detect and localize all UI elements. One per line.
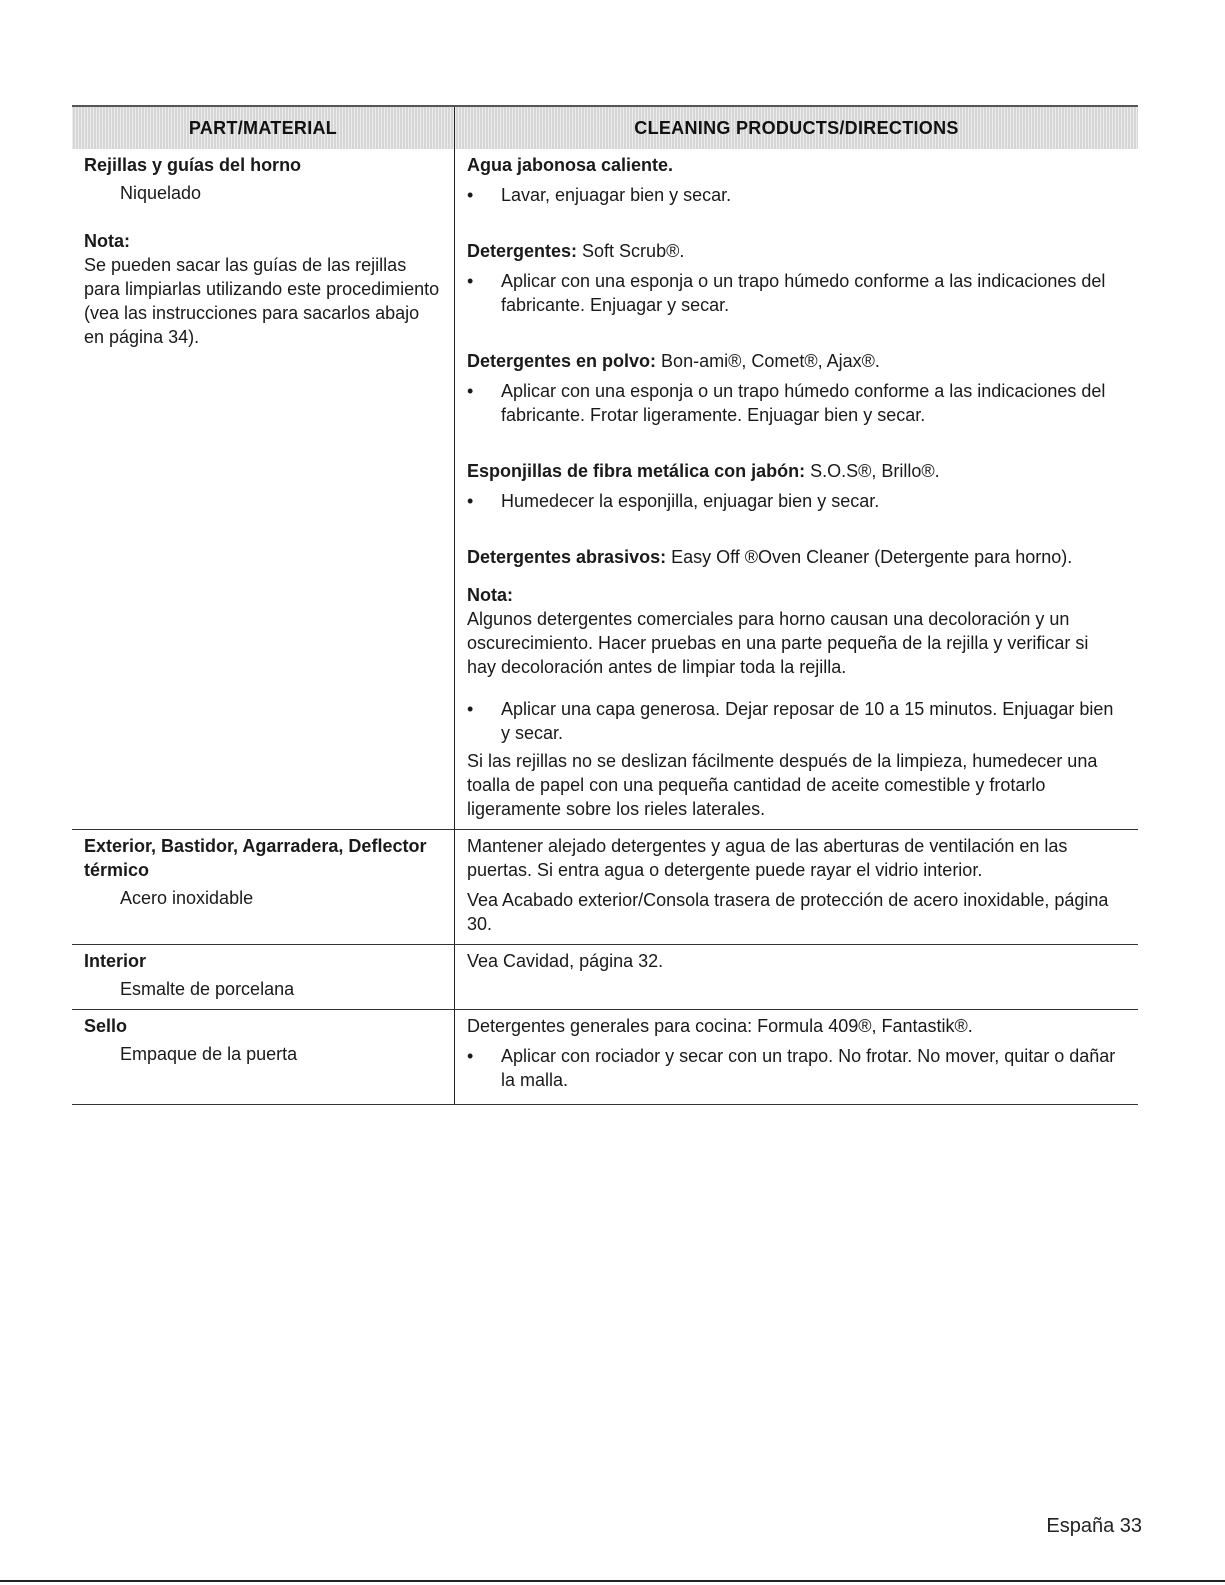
bullet-text: Aplicar con rociador y secar con un trapo. No frotar. No mover, quitar o dañar la malla. — [501, 1046, 1116, 1090]
direction-text: Vea Cavidad, página 32. — [467, 951, 664, 971]
bullet-icon: • — [467, 185, 474, 205]
table-row — [72, 1010, 1138, 1105]
bullet-text: Aplicar con una esponja o un trapo húmedo conforme a las indicaciones del fabricante. Enjuagar y secar. — [501, 271, 1106, 315]
note-label: Nota: — [84, 231, 130, 251]
section-heading: Agua jabonosa caliente. — [467, 155, 674, 175]
part-cell — [72, 1010, 454, 1104]
bullet-text: Humedecer la esponjilla, enjuagar bien y secar. — [501, 491, 880, 511]
direction-text: Vea Acabado exterior/Consola trasera de protección de acero inoxidable, página 30. — [467, 890, 1109, 934]
part-cell — [72, 830, 454, 944]
part-cell — [72, 149, 454, 829]
list-item — [467, 1044, 1122, 1092]
section-heading — [467, 349, 1122, 373]
bullet-icon: • — [467, 1046, 474, 1066]
bullet-icon: • — [467, 381, 474, 401]
closing-text: Si las rejillas no se deslizan fácilmente después de la limpieza, humedecer una toalla de papel con una pequeña cantidad de aceite comestible y frotarlo ligeramente sobre los rieles laterales. — [467, 751, 1098, 819]
table-row — [72, 830, 1138, 945]
bullet-icon: • — [467, 491, 474, 511]
table-row — [72, 945, 1138, 1010]
section-heading — [467, 459, 1122, 483]
section-label: Detergentes: — [467, 241, 578, 261]
section-products: Easy Off ®Oven Cleaner (Detergente para horno). — [666, 547, 1073, 567]
section-label: Esponjillas de fibra metálica con jabón: — [467, 461, 806, 481]
section-products: Bon-ami®, Comet®, Ajax®. — [656, 351, 880, 371]
bullet-icon: • — [467, 271, 474, 291]
material-label: Acero inoxidable — [120, 888, 254, 908]
section-label: Detergentes en polvo: — [467, 351, 657, 371]
material-label: Esmalte de porcelana — [120, 979, 295, 999]
directions-cell — [454, 1010, 1138, 1104]
table-header — [72, 105, 1138, 149]
bullet-icon: • — [467, 699, 474, 719]
direction-text: Detergentes generales para cocina: Formula 409®, Fantastik®. — [467, 1016, 973, 1036]
part-cell — [72, 945, 454, 1009]
note-text: Algunos detergentes comerciales para horno causan una decoloración y un oscurecimiento. Hacer pruebas en una parte pequeña de la rejilla y verificar si hay decoloración antes de limpiar toda la rejilla. — [467, 609, 1089, 677]
part-title: Sello — [84, 1016, 128, 1036]
list-item — [467, 269, 1122, 317]
directions-cell — [454, 830, 1138, 944]
section-heading — [467, 545, 1122, 569]
bullet-text: Aplicar una capa generosa. Dejar reposar de 10 a 15 minutos. Enjuagar bien y secar. — [501, 699, 1114, 743]
section-heading — [467, 239, 1122, 263]
list-item — [467, 697, 1122, 745]
page-number: España 33 — [1046, 1515, 1142, 1537]
list-item — [467, 379, 1122, 427]
part-title: Interior — [84, 951, 147, 971]
part-title: Rejillas y guías del horno — [84, 155, 302, 175]
cleaning-table — [72, 105, 1138, 1105]
bullet-text: Lavar, enjuagar bien y secar. — [501, 185, 732, 205]
bottom-rule — [0, 1580, 1225, 1582]
list-item — [467, 183, 1122, 207]
table-row — [72, 149, 1138, 830]
direction-text: Mantener alejado detergentes y agua de las aberturas de ventilación en las puertas. Si entra agua o detergente puede rayar el vidrio interior. — [467, 836, 1068, 880]
material-label: Niquelado — [120, 183, 202, 203]
directions-cell — [454, 945, 1138, 1009]
note-label: Nota: — [467, 585, 513, 605]
note-text: Se pueden sacar las guías de las rejillas para limpiarlas utilizando este procedimiento (vea las instrucciones para sacarlos abajo en página 34). — [84, 255, 440, 347]
part-title: Exterior, Bastidor, Agarradera, Deflector térmico — [84, 836, 427, 880]
section-label: Detergentes abrasivos: — [467, 547, 667, 567]
header-cleaning-products: CLEANING PRODUCTS/DIRECTIONS — [454, 107, 1138, 149]
bullet-text: Aplicar con una esponja o un trapo húmedo conforme a las indicaciones del fabricante. Frotar ligeramente. Enjuagar bien y secar. — [501, 381, 1106, 425]
material-label: Empaque de la puerta — [120, 1044, 298, 1064]
list-item — [467, 489, 1122, 513]
directions-cell — [454, 149, 1138, 829]
header-part-material: PART/MATERIAL — [72, 107, 454, 149]
section-products: S.O.S®, Brillo®. — [805, 461, 940, 481]
section-products: Soft Scrub®. — [577, 241, 685, 261]
